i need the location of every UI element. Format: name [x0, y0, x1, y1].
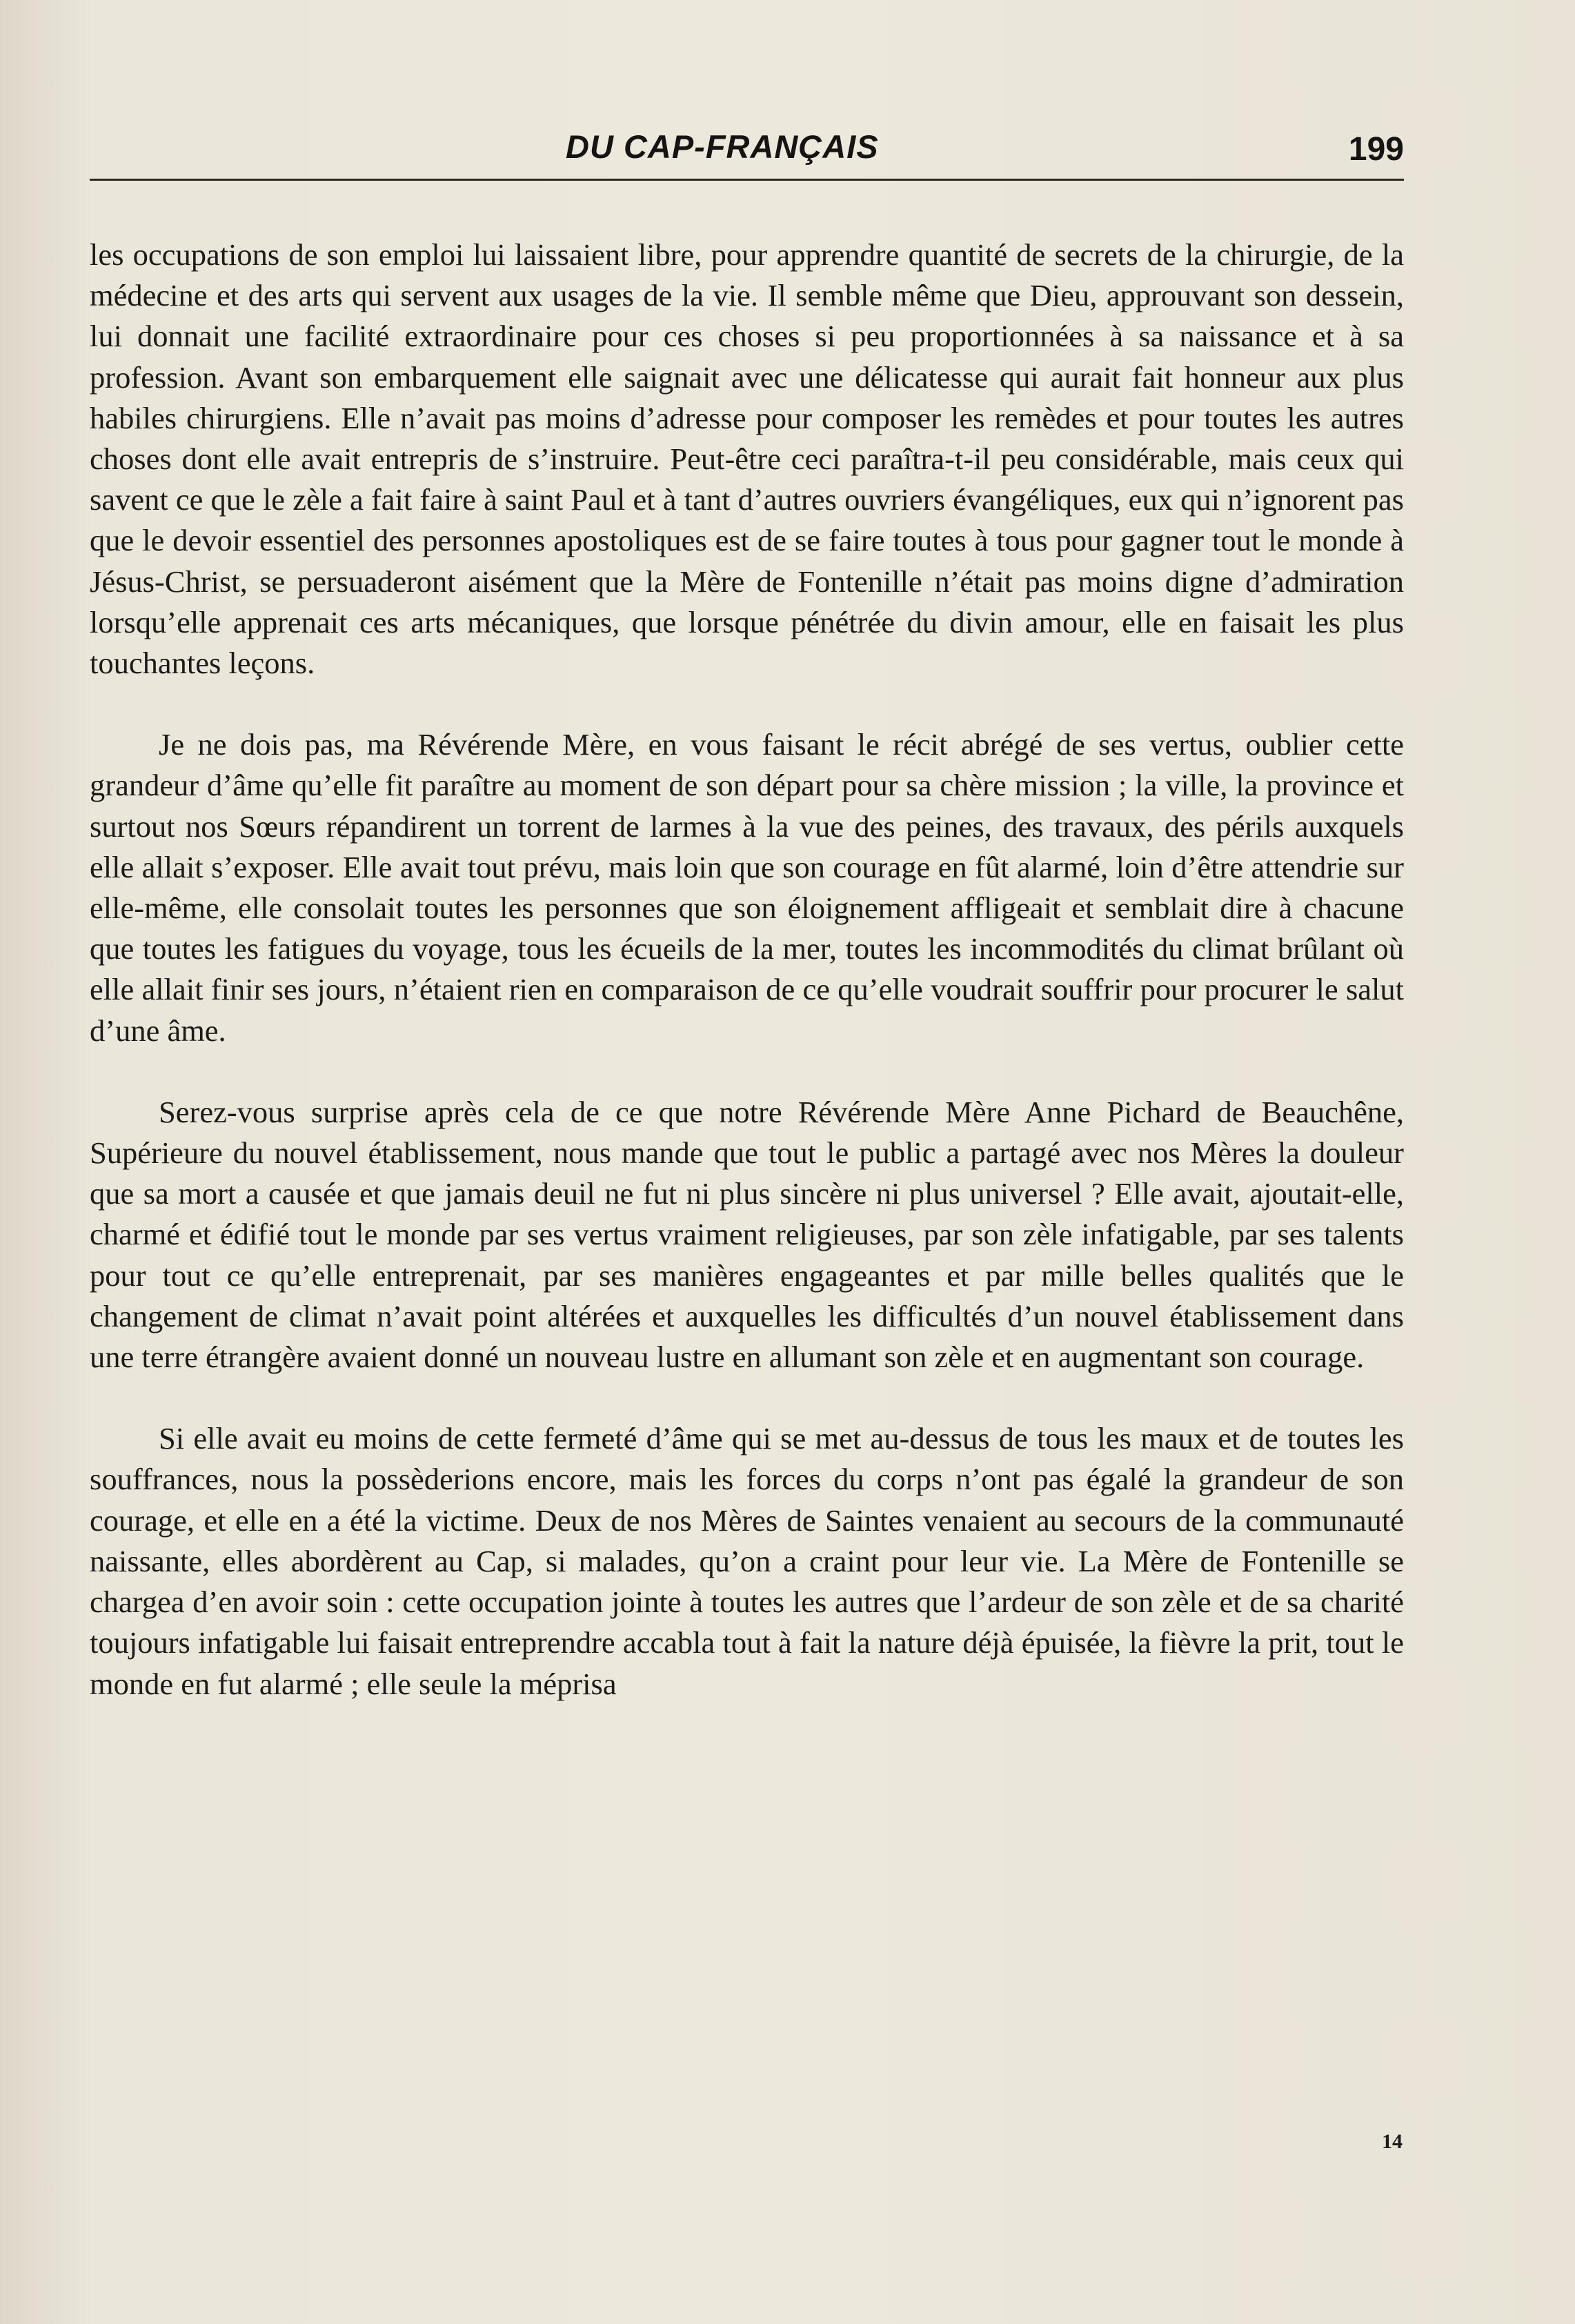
paragraph-2: Je ne dois pas, ma Révérende Mère, en vous faisant le récit abrégé de ses vertus, oublier cette grandeur d’âme qu’elle fit paraître au moment de son départ pour sa chère mission ; la ville, la province et surtout nos Sœurs répandirent un torrent de larmes à la vue des peines, des travaux, des périls auxquels elle allait s’exposer. Elle avait tout prévu, mais loin que son courage en fût alarmé, loin d’être attendrie sur elle-même, elle consolait toutes les personnes que son éloignement affligeait et semblait dire à chacune que toutes les fatigues du voyage, tous les écueils de la mer, toutes les incommodités du climat brûlant où elle allait finir ses jours, n’étaient rien en comparaison de ce qu’elle voudrait souffrir pour procurer le salut d’une âme. [90, 727, 1404, 1048]
running-title: DU CAP-FRANÇAIS [566, 128, 879, 165]
paragraph-3: Serez-vous surprise après cela de ce que notre Révérende Mère Anne Pichard de Beauchêne, Supérieure du nouvel établissement, nous mande que tout le public a partagé avec nos Mères la douleur que sa mort a causée et que jamais deuil ne fut ni plus sincère ni plus universel ? Elle avait, ajoutait-elle, charmé et édifié tout le monde par ses vertus vraiment religieuses, par son zèle infatigable, par ses talents pour tout ce qu’elle entreprenait, par ses manières engageantes et par mille belles qualités que le changement de climat n’avait point altérées et auxquelles les difficultés d’un nouvel établissement dans une terre étrangère avaient donné un nouveau lustre en allumant son zèle et en augmentant son courage. [90, 1094, 1404, 1375]
signature-mark: 14 [1382, 2130, 1403, 2153]
body-text [90, 235, 1404, 1705]
page-number: 199 [1348, 131, 1404, 168]
paragraph-1: les occupations de son emploi lui laissaient libre, pour apprendre quantité de secrets de la chirurgie, de la médecine et des arts qui servent aux usages de la vie. Il semble même que Dieu, approuvant son dessein, lui donnait une facilité extraordinaire pour ces choses si peu proportionnées à sa naissance et à sa profession. Avant son embarquement elle saignait avec une délicatesse qui aurait fait honneur aux plus habiles chirurgiens. Elle n’avait pas moins d’adresse pour composer les remèdes et pour toutes les autres choses dont elle avait entrepris de s’instruire. Peut-être ceci paraîtra-t-il peu considérable, mais ceux qui savent ce que le zèle a fait faire à saint Paul et à tant d’autres ouvriers évangéliques, eux qui n’ignorent pas que le devoir essentiel des personnes apostoliques est de se faire toutes à tous pour gagner tout le monde à Jésus-Christ, se persuaderont aisément que la Mère de Fontenille n’était pas moins digne d’admiration lorsqu’elle apprenait ces arts mécaniques, que lorsque pénétrée du divin amour, elle en faisait les plus touchantes leçons. [90, 237, 1404, 681]
page-header [90, 128, 1404, 183]
header-rule [90, 179, 1404, 181]
paragraph-4: Si elle avait eu moins de cette fermeté d’âme qui se met au-dessus de tous les maux et de toutes les souffrances, nous la possèderions encore, mais les forces du corps n’ont pas égalé la grandeur de son courage, et elle en a été la victime. Deux de nos Mères de Saintes venaient au secours de la communauté naissante, elles abordèrent au Cap, si malades, qu’on a craint pour leur vie. La Mère de Fontenille se chargea d’en avoir soin : cette occupation jointe à toutes les autres que l’ardeur de son zèle et de sa charité toujours infatigable lui faisait entreprendre accabla tout à fait la nature déjà épuisée, la fièvre la prit, tout le monde en fut alarmé ; elle seule la méprisa [90, 1421, 1404, 1701]
